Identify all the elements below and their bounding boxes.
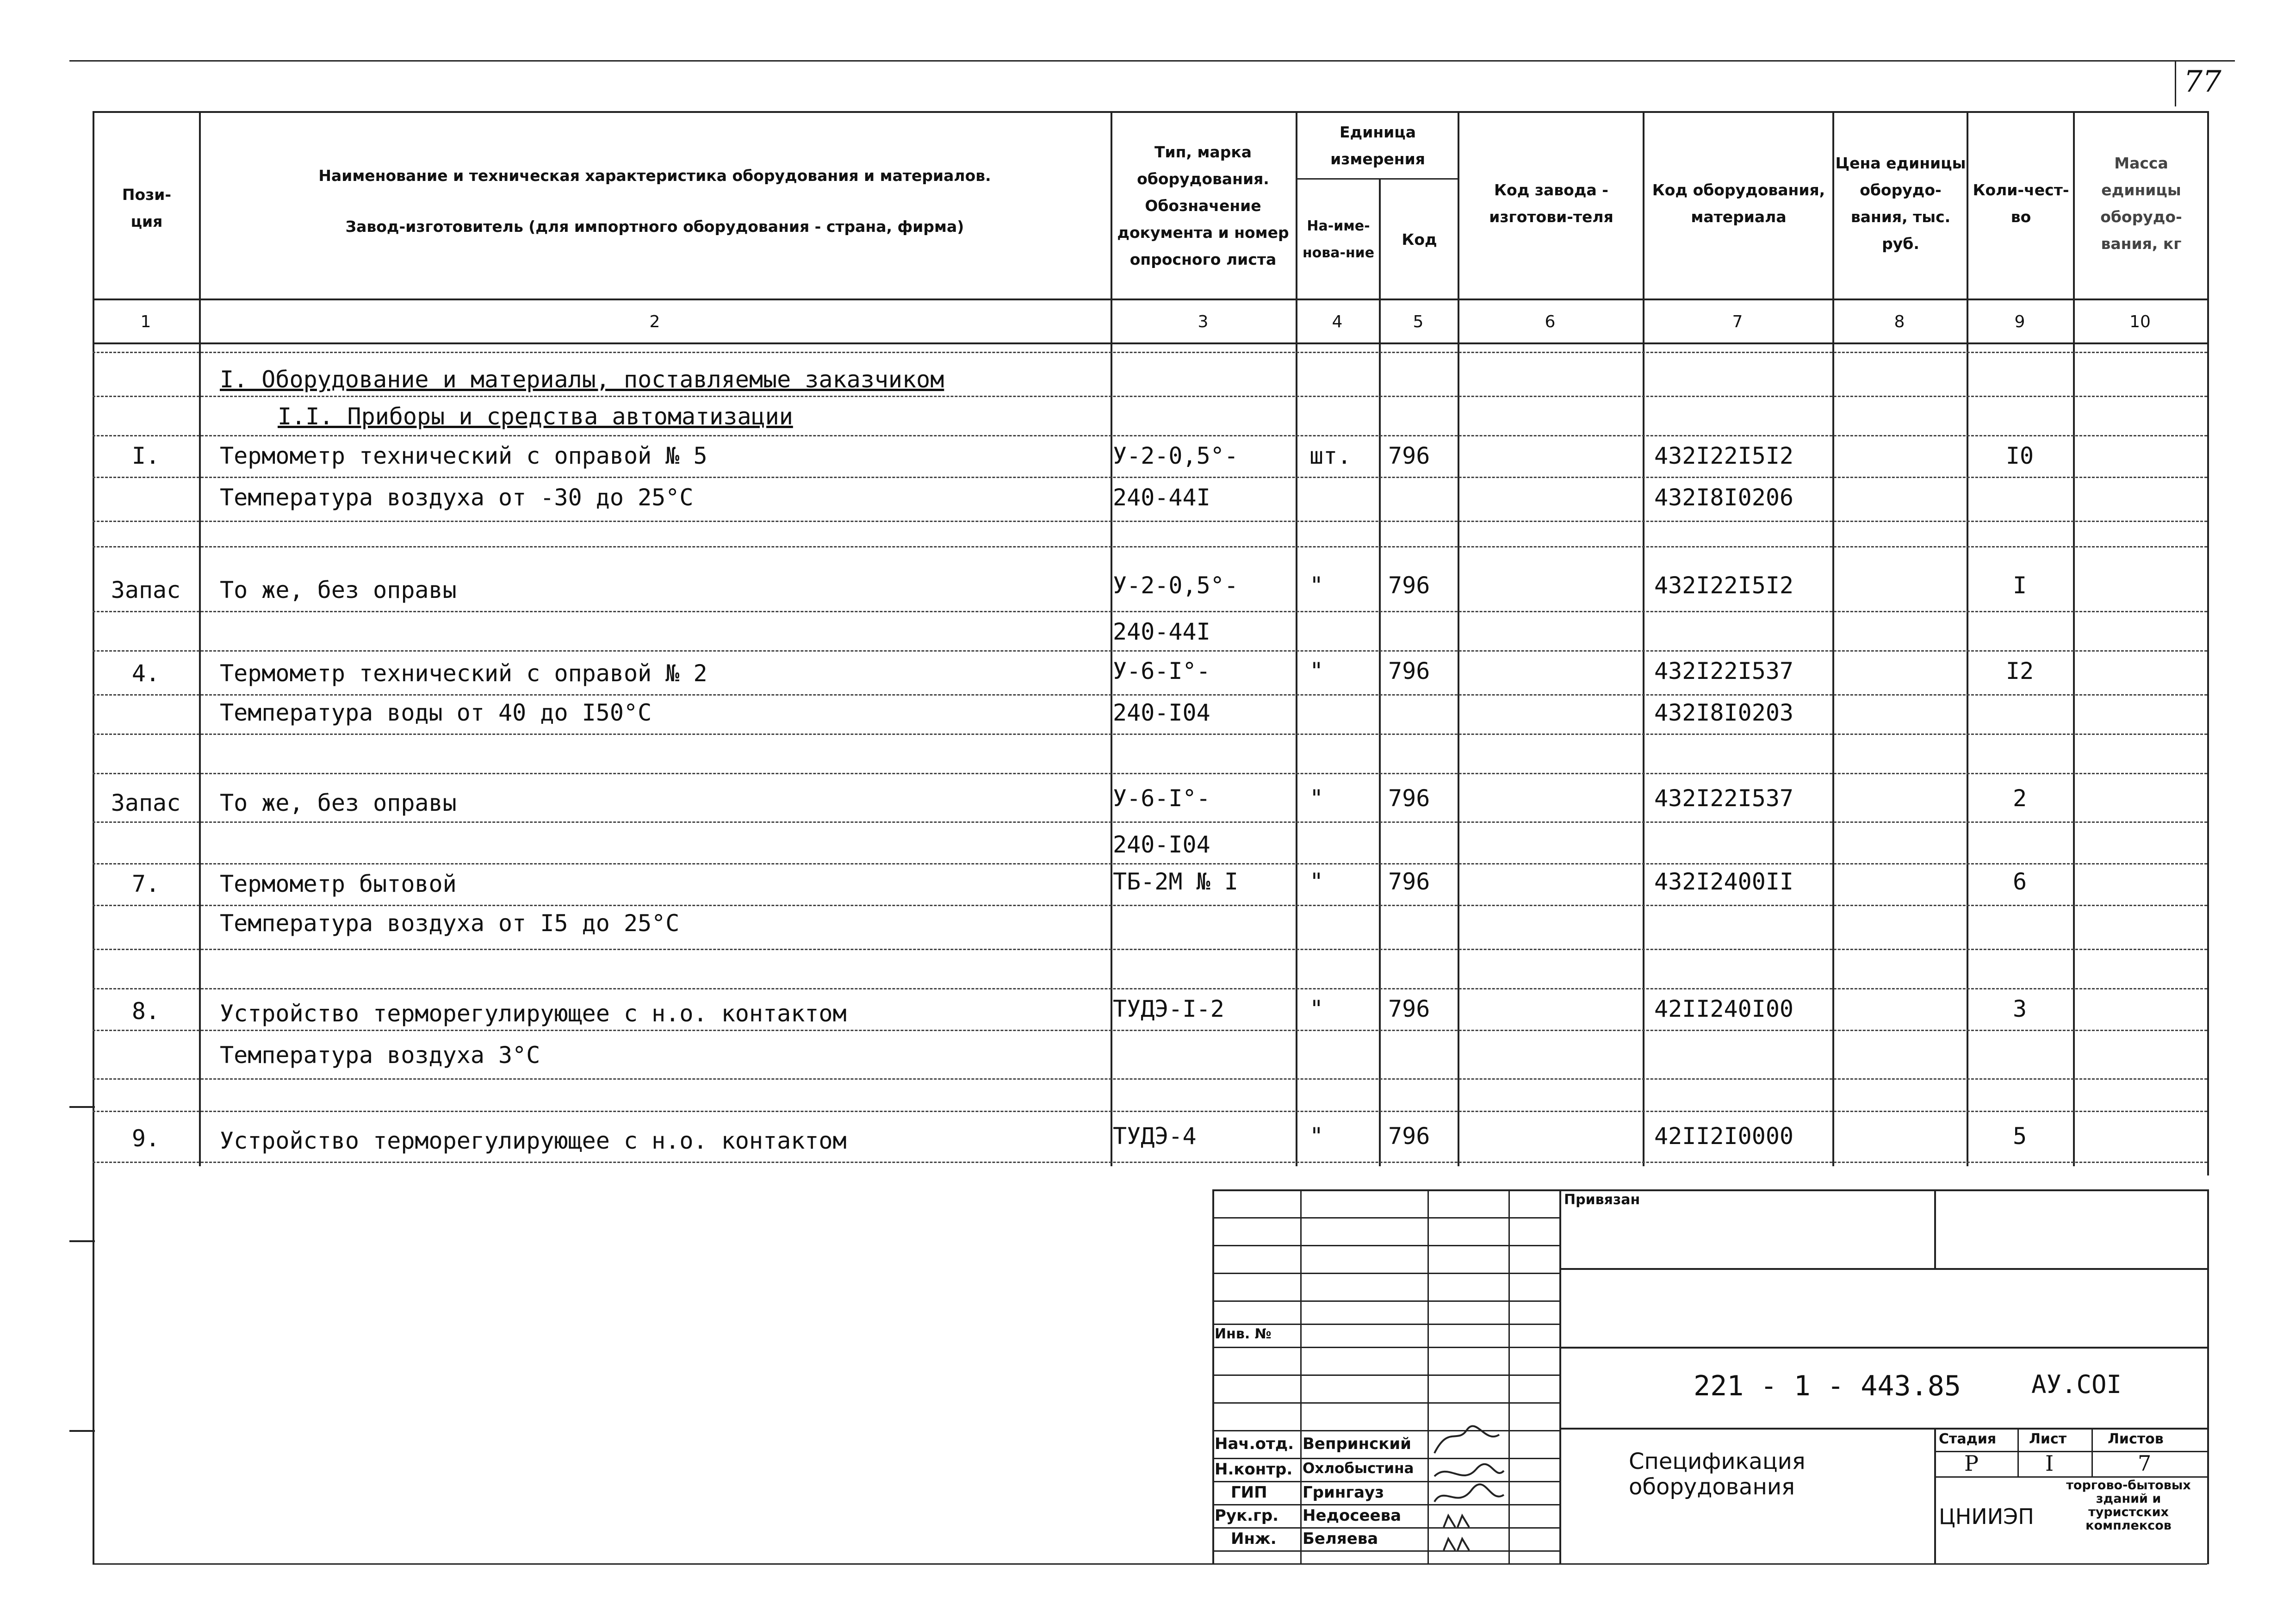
header-price: Цена единицы оборудо-вания, тыс. руб. — [1835, 154, 1966, 253]
role-label: ГИП — [1231, 1483, 1267, 1502]
row-equipment-code: 432I22I5I2 — [1654, 572, 1794, 599]
row-unit-code: 796 — [1388, 995, 1430, 1022]
row-unit: " — [1309, 995, 1324, 1022]
margin-tick — [69, 1240, 95, 1242]
row-unit: " — [1309, 572, 1324, 599]
column-number: 8 — [1894, 312, 1905, 331]
row-unit-code: 796 — [1388, 658, 1430, 684]
role-label: Нач.отд. — [1215, 1435, 1294, 1453]
row-position: 8. — [131, 998, 160, 1025]
document-mark: АУ.СОI — [2031, 1370, 2122, 1399]
column-number: 10 — [2129, 312, 2151, 331]
document-code: 221 - 1 - 443.85 — [1694, 1370, 1961, 1402]
column-number: 6 — [1545, 312, 1556, 331]
row-name: Устройство терморегулирующее с н.о. контактом — [220, 1000, 847, 1027]
row-equipment-code: 432I22I537 — [1654, 785, 1794, 812]
row-unit: шт. — [1309, 442, 1352, 469]
row-position: Запас — [111, 577, 181, 603]
page-bottom-rule — [93, 1563, 2207, 1565]
page-top-rule — [69, 60, 2235, 62]
row-type: ТУДЭ-I-2 — [1113, 995, 1224, 1022]
header-maker-code: Код завода - изготови-теля — [1489, 181, 1613, 226]
row-unit: " — [1309, 1123, 1324, 1150]
header-type: Тип, марка оборудования. Обозначение документа и номер опросного листа — [1117, 143, 1289, 268]
header-unit-code: Код — [1402, 230, 1437, 249]
sheets-value: 7 — [2138, 1451, 2152, 1476]
row-position: Запас — [111, 790, 181, 816]
header-quantity: Коли-чест-во — [1973, 181, 2069, 226]
column-number: 3 — [1198, 312, 1209, 331]
row-type: У-2-0,5°- — [1113, 572, 1238, 599]
document-title-line2: оборудования — [1629, 1474, 1795, 1500]
row-name: Температура воздуха от I5 до 25°С — [220, 910, 680, 937]
role-name: Вепринский — [1303, 1435, 1411, 1453]
row-name: Устройство терморегулирующее с н.о. контактом — [220, 1127, 847, 1154]
row-name: Температура воздуха 3°С — [220, 1042, 540, 1069]
subsection-title: I.I. Приборы и средства автоматизации — [278, 403, 793, 430]
sheet-value: I — [2045, 1451, 2054, 1476]
row-equipment-code: 432I8I0203 — [1654, 699, 1794, 726]
stage-value: Р — [1964, 1451, 1979, 1476]
row-unit-code: 796 — [1388, 785, 1430, 812]
stamp-inventory-number: Инв. № — [1215, 1326, 1272, 1342]
row-unit: " — [1309, 785, 1324, 812]
row-type: У-2-0,5°- — [1113, 442, 1238, 469]
row-name: Температура воздуха от -30 до 25°С — [220, 484, 694, 511]
section-title: I. Оборудование и материалы, поставляемые заказчиком — [220, 366, 944, 393]
document-title-line1: Спецификация — [1629, 1449, 1806, 1474]
column-number: 5 — [1413, 312, 1424, 331]
margin-tick — [69, 1430, 95, 1432]
role-name: Грингауз — [1303, 1483, 1384, 1502]
row-name: Температура воды от 40 до I50°С — [220, 699, 652, 726]
row-quantity: 3 — [2012, 995, 2027, 1022]
column-number: 2 — [649, 312, 660, 331]
row-position: I. — [131, 442, 160, 469]
row-unit: " — [1309, 658, 1324, 684]
stage-header: Стадия — [1939, 1431, 1997, 1447]
header-name-line1: Наименование и техническая характеристика оборудования и материалов. — [318, 167, 991, 185]
row-type: 240-I04 — [1113, 831, 1210, 858]
header-mass: Масса единицы оборудо-вания, кг — [2100, 154, 2182, 253]
row-equipment-code: 42II240I00 — [1654, 995, 1794, 1022]
row-equipment-code: 42II2I0000 — [1654, 1123, 1794, 1150]
header-name-line2: Завод-изготовитель (для импортного оборудования - страна, фирма) — [345, 218, 964, 236]
row-name: Термометр бытовой — [220, 871, 457, 897]
header-unit: Единица измерения — [1330, 123, 1425, 168]
role-label: Рук.гр. — [1215, 1506, 1279, 1525]
row-quantity: 6 — [2012, 868, 2027, 895]
row-unit: " — [1309, 868, 1324, 895]
row-name: То же, без оправы — [220, 790, 457, 816]
row-equipment-code: 432I22I537 — [1654, 658, 1794, 684]
signature-scribble — [1430, 1416, 1513, 1555]
row-quantity: I2 — [2005, 658, 2034, 684]
page-number: 77 — [2184, 65, 2222, 99]
sheet-header: Лист — [2029, 1431, 2067, 1447]
organization-subtitle: торгово-бытовых зданий и туристских комплексов — [2066, 1478, 2191, 1533]
row-name: Термометр технический с оправой № 5 — [220, 442, 707, 469]
column-number: 1 — [140, 312, 151, 331]
row-position: 9. — [131, 1125, 160, 1152]
row-equipment-code: 432I2400II — [1654, 868, 1794, 895]
row-type: 240-44I — [1113, 484, 1210, 511]
row-unit-code: 796 — [1388, 572, 1430, 599]
row-quantity: I0 — [2005, 442, 2034, 469]
stamp-privyazan: Привязан — [1564, 1192, 1640, 1208]
margin-tick — [69, 1106, 95, 1108]
sheets-header: Листов — [2108, 1431, 2164, 1447]
row-type: ТУДЭ-4 — [1113, 1123, 1197, 1150]
organization-name: ЦНИИЭП — [1939, 1504, 2034, 1529]
row-type: 240-I04 — [1113, 699, 1210, 726]
header-position: Пози- ция — [122, 186, 172, 230]
column-number: 9 — [2014, 312, 2025, 331]
row-equipment-code: 432I8I0206 — [1654, 484, 1794, 511]
row-position: 4. — [131, 660, 160, 687]
row-type: 240-44I — [1113, 618, 1210, 645]
role-name: Охлобыстина — [1303, 1460, 1414, 1477]
role-name: Беляева — [1303, 1530, 1378, 1548]
header-unit-name: На-име-нова-ние — [1302, 218, 1375, 261]
row-quantity: 5 — [2012, 1123, 2027, 1150]
row-type: ТБ-2М № I — [1113, 868, 1238, 895]
row-unit-code: 796 — [1388, 442, 1430, 469]
row-position: 7. — [131, 871, 160, 897]
role-label: Н.контр. — [1215, 1460, 1293, 1479]
row-unit-code: 796 — [1388, 868, 1430, 895]
column-number: 4 — [1332, 312, 1343, 331]
row-unit-code: 796 — [1388, 1123, 1430, 1150]
row-equipment-code: 432I22I5I2 — [1654, 442, 1794, 469]
row-type: У-6-I°- — [1113, 785, 1210, 812]
row-type: У-6-I°- — [1113, 658, 1210, 684]
row-name: То же, без оправы — [220, 577, 457, 603]
row-quantity: 2 — [2012, 785, 2027, 812]
row-quantity: I — [2012, 572, 2027, 599]
column-number: 7 — [1732, 312, 1743, 331]
row-name: Термометр технический с оправой № 2 — [220, 660, 707, 687]
header-equipment-code: Код оборудования, материала — [1652, 181, 1825, 226]
role-label: Инж. — [1231, 1530, 1277, 1548]
role-name: Недосеева — [1303, 1506, 1402, 1525]
